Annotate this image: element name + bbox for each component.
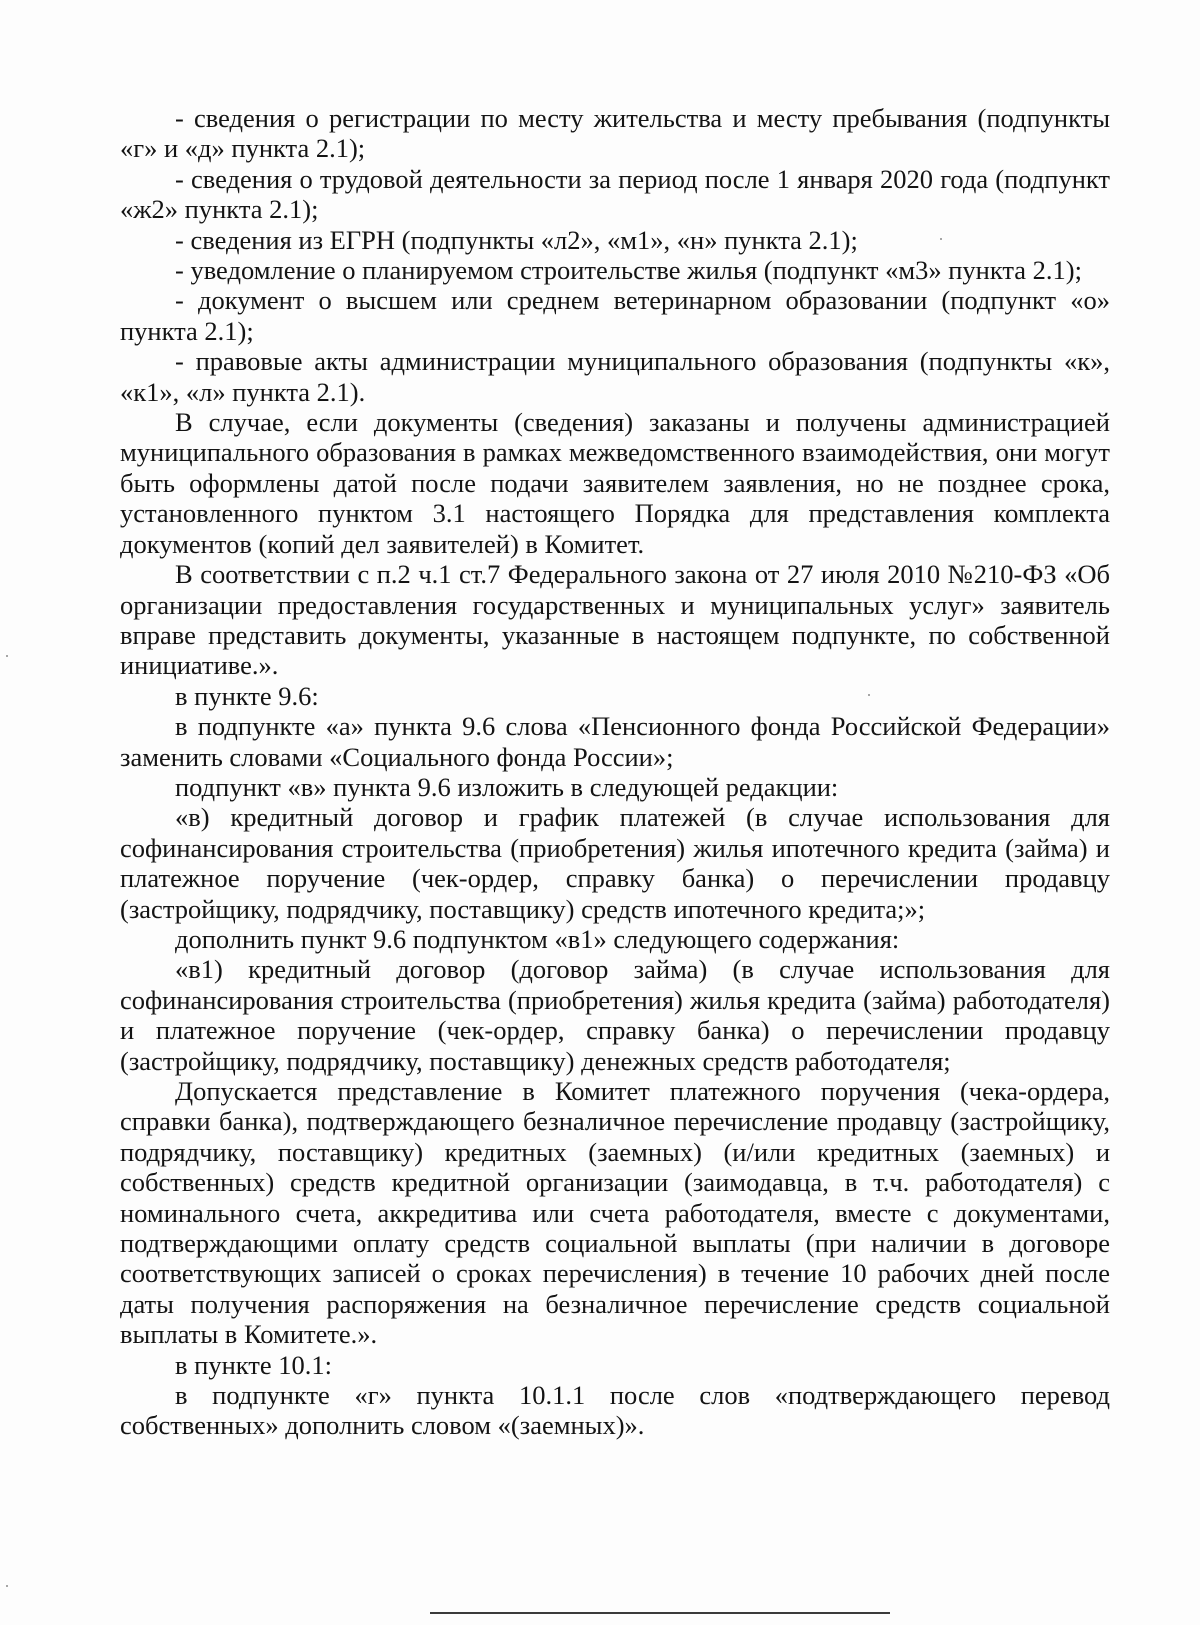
paragraph-veterinary-education: - документ о высшем или среднем ветеринарном образовании (подпункт «о» пункта 2.1); — [120, 285, 1110, 346]
scan-speck — [940, 238, 942, 240]
paragraph-subclause-v-intro: подпункт «в» пункта 9.6 изложить в следующей редакции: — [175, 771, 839, 802]
paragraph-labor-info: - сведения о трудовой деятельности за период после 1 января 2020 года (подпункт «ж2» пункта 2.1); — [120, 163, 1110, 225]
paragraph-interagency-documents: В случае, если документы (сведения) заказаны и получены администрацией муниципального образования в рамках межведомственного взаимодействия, они могут быть оформлены датой после подачи заявителем заявления, но не позднее срока, установленного пунктом 3.1 настоящего Порядка для представления комплекта документов (копий дел заявителей) в Комитет. — [120, 407, 1110, 559]
scan-speck — [6, 655, 8, 657]
paragraph-subclause-v1-text: «в1) кредитный договор (договор займа) (в случае использования для софинансирования строительства (приобретения) жилья кредита (займа) работодателя) и платежное поручение (чек-ордер, справку банка) о перечислении продавцу (застройщику, подрядчику, поставщику) денежных средств работодателя; — [120, 954, 1110, 1076]
scan-speck — [868, 694, 870, 696]
paragraph-subclause-g: в подпункте «г» пункта 10.1.1 после слов «подтверждающего перевод собственных» дополнить словом «(заемных)». — [120, 1380, 1110, 1441]
paragraph-clause-10-1: в пункте 10.1: — [175, 1349, 332, 1380]
paragraph-legal-acts: - правовые акты администрации муниципального образования (подпункты «к», «к1», «л» пункта 2.1). — [120, 346, 1110, 407]
paragraph-federal-law: В соответствии с п.2 ч.1 ст.7 Федерального закона от 27 июля 2010 №210-ФЗ «Об организации предоставления государственных и муниципальных услуг» заявитель вправе представить документы, указанные в настоящем подпункте, по собственной инициативе.». — [120, 559, 1110, 681]
paragraph-payment-order: Допускается представление в Комитет платежного поручения (чека-ордера, справки банка), подтверждающего безналичное перечисление продавцу (застройщику, подрядчику, поставщику) кредитных (заемных) (и/или кредитных (заемных) и собственных) средств кредитной организации (заимодавца, в т.ч. работодателя) с номинального счета, аккредитива или счета работодателя, вместе с документами, подтверждающими оплату средств социальной выплаты (при наличии в договоре соответствующих записей о сроках перечисления) в течение 10 рабочих дней после даты получения распоряжения на безналичное перечисление средств социальной выплаты в Комитете.». — [120, 1076, 1110, 1350]
paragraph-subclause-a: в подпункте «а» пункта 9.6 слова «Пенсионного фонда Российской Федерации» заменить словами «Социального фонда России»; — [120, 711, 1110, 772]
bottom-rule — [430, 1612, 890, 1614]
scan-speck — [6, 1585, 8, 1587]
paragraph-clause-9-6: в пункте 9.6: — [175, 680, 319, 711]
paragraph-registration-info: - сведения о регистрации по месту жительства и месту пребывания (подпункты «г» и «д» пункта 2.1); — [120, 103, 1110, 164]
paragraph-subclause-v-text: «в) кредитный договор и график платежей (в случае использования для софинансирования строительства (приобретения) жилья ипотечного кредита (займа) и платежное поручение (чек-ордер, справку банка) о перечислении продавцу (застройщику, подрядчику, поставщику) средств ипотечного кредита;»; — [120, 802, 1110, 924]
paragraph-egrn-info: - сведения из ЕГРН (подпункты «л2», «м1», «н» пункта 2.1); — [175, 224, 858, 255]
paragraph-subclause-v1-intro: дополнить пункт 9.6 подпунктом «в1» следующего содержания: — [175, 923, 900, 954]
document-body — [120, 103, 1110, 1441]
paragraph-construction-notice: - уведомление о планируемом строительстве жилья (подпункт «м3» пункта 2.1); — [175, 255, 1082, 286]
